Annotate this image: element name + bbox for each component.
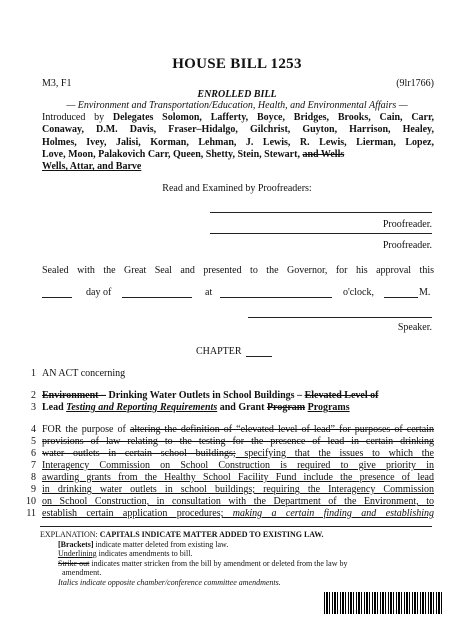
purpose-line-10: on School Construction, in consultation with the Department of the Environment, to (42, 496, 434, 507)
m-label: M. (419, 287, 431, 298)
act-title-line-2: Lead Testing and Reporting Requirements and Grant Program Programs (42, 402, 350, 413)
line-number: 4 (31, 424, 36, 435)
line-number: 11 (26, 508, 36, 519)
speaker-signature-line (248, 317, 432, 318)
day-blank (42, 297, 72, 298)
act-concerning: AN ACT concerning (42, 368, 126, 379)
explanation-head: EXPLANATION: (40, 530, 100, 539)
sponsors-line-3: Holmes, Ivey, Jalisi, Korman, Lehman, J. Lewis, R. Lewis, Lierman, Lopez, (42, 136, 434, 148)
sponsors-line-4: Love, Moon, Palakovich Carr, Queen, Shetty, Stein, Stewart, (42, 148, 303, 160)
line-number: 2 (31, 390, 36, 401)
purpose-line-11: establish certain application procedures; making a certain finding and establishing (42, 508, 434, 519)
line-number: 7 (31, 460, 36, 471)
proofreader-signature-line-2 (210, 233, 432, 234)
line-number: 1 (31, 368, 36, 379)
purpose-line-7: Interagency Commission on School Construction is required to give priority in (42, 460, 434, 471)
line-number: 5 (31, 436, 36, 447)
committee-line: — Environment and Transportation/Education, Health, and Environmental Affairs — (66, 100, 408, 111)
explanation-block: EXPLANATION: CAPITALS INDICATE MATTER ADDED TO EXISTING LAW. [Brackets] indicate matter deleted from existing law. Underlining indicates amendments to bill. Strike out indicates matter stricken from the bill by amendment or deleted from the law by amendment. Italics indicate opposite chamber/conference committee amendments. (40, 530, 348, 587)
bill-title: HOUSE BILL 1253 (172, 56, 302, 72)
read-examined: Read and Examined by Proofreaders: (162, 183, 312, 194)
line-number: 8 (31, 472, 36, 483)
purpose-line-4: FOR the purpose of altering the definition of “elevated level of lead” for purposes of certain (42, 424, 434, 435)
month-blank (122, 297, 192, 298)
chapter-blank (246, 356, 272, 357)
footer-divider (40, 526, 432, 527)
bill-codes: M3, F1 (42, 78, 72, 89)
ampm-blank (384, 297, 418, 298)
barcode-icon (324, 592, 444, 614)
speaker-label: Speaker. (397, 322, 432, 333)
line-number: 10 (26, 496, 36, 507)
enrolled-label: ENROLLED BILL (197, 89, 277, 100)
purpose-line-6: water outlets in certain school buildings; specifying that the issues to which the (42, 448, 434, 459)
proofreader-signature-line-1 (210, 212, 432, 213)
explanation-caps: CAPITALS INDICATE MATTER ADDED TO EXISTING LAW. (99, 530, 324, 539)
sponsors-line-2: Conaway, D.M. Davis, Fraser–Hidalgo, Gilchrist, Guyton, Harrison, Healey, (42, 124, 434, 136)
time-blank (220, 297, 332, 298)
sponsors-line-1: Delegates Solomon, Lafferty, Boyce, Bridges, Brooks, Cain, Carr, (112, 112, 434, 123)
line-number: 9 (31, 484, 36, 495)
line-number: 6 (31, 448, 36, 459)
purpose-line-8: awarding grants from the Healthy School Facility Fund include the presence of lead (42, 472, 434, 483)
sponsors-struck: and Wells (302, 148, 345, 160)
at-label: at (205, 287, 213, 298)
sponsors-added: Wells, Attar, and Barve (42, 161, 142, 173)
day-of-label: day of (86, 287, 112, 298)
line-number: 3 (31, 402, 36, 413)
sealed-text: Sealed with the Great Seal and presented to the Governor, for his approval this (42, 265, 434, 276)
introduced-prefix: Introduced by (42, 112, 113, 123)
sponsors-block (42, 112, 434, 173)
proofreader-label-2: Proofreader. (382, 240, 432, 251)
purpose-line-9: in drinking water outlets in school buildings; requiring the Interagency Commission (42, 484, 434, 495)
bill-lr-number: (9lr1766) (396, 78, 434, 89)
oclock-label: o'clock, (343, 287, 374, 298)
act-title-line-1: Environment – Drinking Water Outlets in School Buildings – Elevated Level of (42, 390, 379, 401)
chapter-label: CHAPTER (196, 346, 242, 357)
purpose-line-5: provisions of law relating to the testing for the presence of lead in certain drinking (42, 436, 434, 447)
proofreader-label-1: Proofreader. (382, 219, 432, 230)
